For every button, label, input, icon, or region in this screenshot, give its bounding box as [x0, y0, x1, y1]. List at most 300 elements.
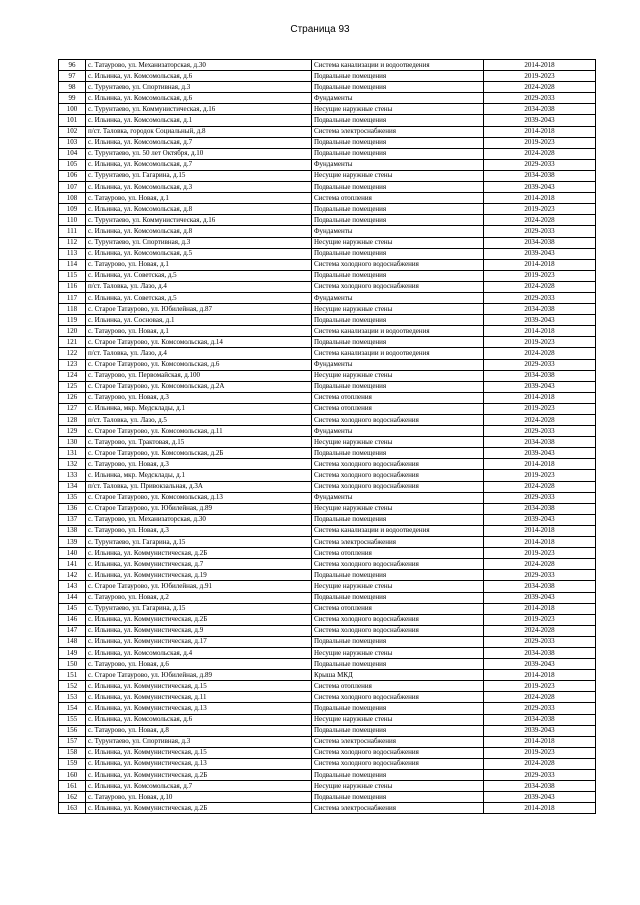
period-cell: 2034-2038 [484, 647, 596, 658]
address-cell: с. Ильинка, ул. Комсомольская, д.1 [86, 115, 312, 126]
period-cell: 2019-2023 [484, 270, 596, 281]
table-row [59, 459, 596, 470]
address-cell: с. Турунтаево, ул. 50 лет Октября, д.10 [86, 148, 312, 159]
work-type-cell: Система отопления [312, 548, 484, 559]
work-type-cell: Система холодного водоснабжения [312, 415, 484, 426]
table-row [59, 370, 596, 381]
table-row [59, 193, 596, 204]
row-number-cell: 126 [59, 392, 86, 403]
period-cell: 2034-2038 [484, 370, 596, 381]
period-cell: 2039-2043 [484, 725, 596, 736]
work-type-cell: Подвальные помещения [312, 636, 484, 647]
period-cell: 2034-2038 [484, 170, 596, 181]
address-cell: с. Старое Татаурово, ул. Юбилейная, д.89 [86, 503, 312, 514]
table-row [59, 60, 596, 71]
work-type-cell: Крыша МКД [312, 670, 484, 681]
row-number-cell: 131 [59, 448, 86, 459]
address-cell: с. Ильинка, ул. Комсомольская, д.6 [86, 714, 312, 725]
address-cell: с. Татаурово, ул. Новая, д.1 [86, 193, 312, 204]
work-type-cell: Фундаменты [312, 426, 484, 437]
period-cell: 2029-2033 [484, 492, 596, 503]
table-row [59, 481, 596, 492]
row-number-cell: 153 [59, 692, 86, 703]
period-cell: 2029-2033 [484, 770, 596, 781]
period-cell: 2029-2033 [484, 636, 596, 647]
row-number-cell: 101 [59, 115, 86, 126]
address-cell: с. Старое Татаурово, ул. Юбилейная, д.91 [86, 581, 312, 592]
table-row [59, 292, 596, 303]
row-number-cell: 129 [59, 426, 86, 437]
table-row [59, 359, 596, 370]
work-type-cell: Подвальные помещения [312, 792, 484, 803]
table-row [59, 792, 596, 803]
period-cell: 2019-2023 [484, 614, 596, 625]
period-cell: 2034-2038 [484, 714, 596, 725]
period-cell: 2039-2043 [484, 248, 596, 259]
row-number-cell: 128 [59, 415, 86, 426]
period-cell: 2039-2043 [484, 315, 596, 326]
address-cell: с. Ильинка, ул. Коммунистическая, д.2Б [86, 614, 312, 625]
table-row [59, 170, 596, 181]
table-row [59, 126, 596, 137]
period-cell: 2014-2018 [484, 459, 596, 470]
row-number-cell: 132 [59, 459, 86, 470]
row-number-cell: 149 [59, 647, 86, 658]
table-row [59, 337, 596, 348]
table-row [59, 215, 596, 226]
period-cell: 2019-2023 [484, 337, 596, 348]
work-type-cell: Система канализации и водоотведения [312, 525, 484, 536]
period-cell: 2024-2028 [484, 348, 596, 359]
table-row [59, 392, 596, 403]
work-type-cell: Подвальные помещения [312, 337, 484, 348]
address-cell: с. Ильинка, ул. Советская, д.5 [86, 270, 312, 281]
table-row [59, 514, 596, 525]
row-number-cell: 110 [59, 215, 86, 226]
period-cell: 2034-2038 [484, 237, 596, 248]
row-number-cell: 104 [59, 148, 86, 159]
work-type-cell: Система холодного водоснабжения [312, 625, 484, 636]
work-type-cell: Система холодного водоснабжения [312, 692, 484, 703]
row-number-cell: 109 [59, 204, 86, 215]
row-number-cell: 112 [59, 237, 86, 248]
row-number-cell: 119 [59, 315, 86, 326]
row-number-cell: 137 [59, 514, 86, 525]
row-number-cell: 135 [59, 492, 86, 503]
row-number-cell: 147 [59, 625, 86, 636]
address-cell: с. Татаурово, ул. Новая, д.8 [86, 725, 312, 736]
work-type-cell: Несущие наружные стены [312, 437, 484, 448]
address-cell: с. Ильинка, ул. Комсомольская, д.7 [86, 159, 312, 170]
period-cell: 2019-2023 [484, 137, 596, 148]
address-cell: с. Татаурово, ул. Новая, д.1 [86, 326, 312, 337]
repair-schedule-table [58, 59, 596, 814]
row-number-cell: 159 [59, 758, 86, 769]
period-cell: 2014-2018 [484, 326, 596, 337]
address-cell: с. Ильинка, ул. Комсомольская, д.8 [86, 226, 312, 237]
address-cell: с. Ильинка, ул. Коммунистическая, д.19 [86, 570, 312, 581]
table-row [59, 736, 596, 747]
period-cell: 2019-2023 [484, 403, 596, 414]
period-cell: 2014-2018 [484, 392, 596, 403]
work-type-cell: Подвальные помещения [312, 315, 484, 326]
address-cell: п/ст. Таловка, ул. Привокзальная, д.3А [86, 481, 312, 492]
table-row [59, 537, 596, 548]
work-type-cell: Фундаменты [312, 359, 484, 370]
work-type-cell: Система холодного водоснабжения [312, 459, 484, 470]
address-cell: с. Татаурово, ул. Новая, д.1 [86, 259, 312, 270]
address-cell: с. Ильинка, мкр. Медсклады, д.1 [86, 470, 312, 481]
row-number-cell: 111 [59, 226, 86, 237]
period-cell: 2019-2023 [484, 747, 596, 758]
address-cell: с. Ильинка, ул. Комсомольская, д.8 [86, 204, 312, 215]
address-cell: с. Татаурово, ул. Новая, д.6 [86, 659, 312, 670]
table-row [59, 426, 596, 437]
table-row [59, 714, 596, 725]
address-cell: с. Старое Татаурово, ул. Юбилейная, д.89 [86, 670, 312, 681]
period-cell: 2039-2043 [484, 448, 596, 459]
period-cell: 2034-2038 [484, 437, 596, 448]
address-cell: с. Турунтаево, ул. Спортивная, д.3 [86, 736, 312, 747]
address-cell: с. Ильинка, ул. Коммунистическая, д.2Б [86, 770, 312, 781]
period-cell: 2029-2033 [484, 292, 596, 303]
work-type-cell: Подвальные помещения [312, 71, 484, 82]
work-type-cell: Фундаменты [312, 226, 484, 237]
work-type-cell: Система электроснабжения [312, 736, 484, 747]
period-cell: 2024-2028 [484, 625, 596, 636]
period-cell: 2029-2033 [484, 703, 596, 714]
period-cell: 2014-2018 [484, 525, 596, 536]
period-cell: 2029-2033 [484, 159, 596, 170]
work-type-cell: Подвальные помещения [312, 592, 484, 603]
work-type-cell: Несущие наружные стены [312, 503, 484, 514]
period-cell: 2024-2028 [484, 559, 596, 570]
address-cell: с. Старое Татаурово, ул. Юбилейная, д.87 [86, 304, 312, 315]
table-row [59, 315, 596, 326]
period-cell: 2024-2028 [484, 82, 596, 93]
work-type-cell: Подвальные помещения [312, 659, 484, 670]
period-cell: 2014-2018 [484, 60, 596, 71]
address-cell: с. Татаурово, ул. Новая, д.3 [86, 459, 312, 470]
table-row [59, 770, 596, 781]
work-type-cell: Система отопления [312, 681, 484, 692]
table-row [59, 237, 596, 248]
work-type-cell: Подвальные помещения [312, 570, 484, 581]
table-row [59, 270, 596, 281]
work-type-cell: Несущие наружные стены [312, 370, 484, 381]
work-type-cell: Подвальные помещения [312, 270, 484, 281]
row-number-cell: 99 [59, 93, 86, 104]
table-row [59, 747, 596, 758]
table-row [59, 437, 596, 448]
period-cell: 2039-2043 [484, 182, 596, 193]
table-row [59, 104, 596, 115]
table-row [59, 304, 596, 315]
address-cell: с. Ильинка, ул. Комсомольская, д.5 [86, 248, 312, 259]
address-cell: с. Ильинка, ул. Коммунистическая, д.15 [86, 747, 312, 758]
address-cell: с. Ильинка, ул. Коммунистическая, д.17 [86, 636, 312, 647]
work-type-cell: Система отопления [312, 403, 484, 414]
page-number-label: Страница 93 [290, 24, 350, 35]
address-cell: с. Старое Татаурово, ул. Комсомольская, д.13 [86, 492, 312, 503]
table-row [59, 137, 596, 148]
address-cell: с. Ильинка, ул. Коммунистическая, д.15 [86, 681, 312, 692]
row-number-cell: 157 [59, 736, 86, 747]
period-cell: 2014-2018 [484, 193, 596, 204]
table-row [59, 681, 596, 692]
work-type-cell: Несущие наружные стены [312, 714, 484, 725]
period-cell: 2014-2018 [484, 537, 596, 548]
address-cell: с. Ильинка, ул. Комсомольская, д.4 [86, 647, 312, 658]
row-number-cell: 162 [59, 792, 86, 803]
table-row [59, 559, 596, 570]
table-row [59, 503, 596, 514]
work-type-cell: Несущие наружные стены [312, 581, 484, 592]
table-row [59, 226, 596, 237]
period-cell: 2039-2043 [484, 514, 596, 525]
work-type-cell: Система электроснабжения [312, 803, 484, 814]
row-number-cell: 125 [59, 381, 86, 392]
row-number-cell: 107 [59, 182, 86, 193]
address-cell: с. Татаурово, ул. Новая, д.3 [86, 525, 312, 536]
period-cell: 2024-2028 [484, 148, 596, 159]
period-cell: 2014-2018 [484, 670, 596, 681]
address-cell: с. Ильинка, ул. Комсомольская, д.7 [86, 137, 312, 148]
table-row [59, 182, 596, 193]
address-cell: с. Татаурово, ул. Механизаторская, д.30 [86, 514, 312, 525]
table-row [59, 703, 596, 714]
address-cell: с. Ильинка, ул. Комсомольская, д.6 [86, 71, 312, 82]
address-cell: с. Турунтаево, ул. Гагарина, д.15 [86, 537, 312, 548]
row-number-cell: 141 [59, 559, 86, 570]
table-row [59, 492, 596, 503]
address-cell: с. Ильинка, ул. Комсомольская, д.7 [86, 781, 312, 792]
period-cell: 2029-2033 [484, 93, 596, 104]
period-cell: 2019-2023 [484, 470, 596, 481]
address-cell: с. Ильинка, ул. Коммунистическая, д.7 [86, 559, 312, 570]
table-row [59, 592, 596, 603]
table-row [59, 659, 596, 670]
address-cell: с. Ильинка, ул. Коммунистическая, д.11 [86, 692, 312, 703]
row-number-cell: 133 [59, 470, 86, 481]
work-type-cell: Подвальные помещения [312, 514, 484, 525]
period-cell: 2019-2023 [484, 204, 596, 215]
work-type-cell: Система холодного водоснабжения [312, 470, 484, 481]
work-type-cell: Система электроснабжения [312, 537, 484, 548]
row-number-cell: 160 [59, 770, 86, 781]
row-number-cell: 143 [59, 581, 86, 592]
address-cell: с. Татаурово, ул. Новая, д.2 [86, 592, 312, 603]
period-cell: 2024-2028 [484, 281, 596, 292]
row-number-cell: 116 [59, 281, 86, 292]
work-type-cell: Система отопления [312, 193, 484, 204]
period-cell: 2029-2033 [484, 226, 596, 237]
row-number-cell: 145 [59, 603, 86, 614]
work-type-cell: Система отопления [312, 603, 484, 614]
work-type-cell: Подвальные помещения [312, 703, 484, 714]
address-cell: с. Ильинка, ул. Комсомольская, д.3 [86, 182, 312, 193]
period-cell: 2029-2033 [484, 426, 596, 437]
period-cell: 2019-2023 [484, 681, 596, 692]
row-number-cell: 96 [59, 60, 86, 71]
address-cell: п/ст. Таловка, городок Социальный, д.8 [86, 126, 312, 137]
work-type-cell: Несущие наружные стены [312, 781, 484, 792]
period-cell: 2039-2043 [484, 792, 596, 803]
period-cell: 2039-2043 [484, 381, 596, 392]
address-cell: с. Ильинка, ул. Коммунистическая, д.9 [86, 625, 312, 636]
address-cell: с. Ильинка, мкр. Медсклады, д.1 [86, 403, 312, 414]
row-number-cell: 103 [59, 137, 86, 148]
address-cell: с. Старое Татаурово, ул. Комсомольская, д.11 [86, 426, 312, 437]
work-type-cell: Подвальные помещения [312, 381, 484, 392]
period-cell: 2019-2023 [484, 548, 596, 559]
table-row [59, 82, 596, 93]
period-cell: 2024-2028 [484, 481, 596, 492]
work-type-cell: Подвальные помещения [312, 248, 484, 259]
address-cell: с. Ильинка, ул. Коммунистическая, д.13 [86, 703, 312, 714]
period-cell: 2024-2028 [484, 692, 596, 703]
work-type-cell: Подвальные помещения [312, 137, 484, 148]
work-type-cell: Система канализации и водоотведения [312, 348, 484, 359]
address-cell: с. Ильинка, ул. Комсомольская, д.6 [86, 93, 312, 104]
row-number-cell: 117 [59, 292, 86, 303]
work-type-cell: Подвальные помещения [312, 448, 484, 459]
period-cell: 2024-2028 [484, 215, 596, 226]
table-row [59, 204, 596, 215]
table-row [59, 248, 596, 259]
period-cell: 2014-2018 [484, 803, 596, 814]
table-row [59, 803, 596, 814]
work-type-cell: Фундаменты [312, 292, 484, 303]
work-type-cell: Несущие наружные стены [312, 104, 484, 115]
address-cell: с. Татаурово, ул. Новая, д.10 [86, 792, 312, 803]
address-cell: с. Турунтаево, ул. Гагарина, д.15 [86, 170, 312, 181]
row-number-cell: 151 [59, 670, 86, 681]
row-number-cell: 138 [59, 525, 86, 536]
row-number-cell: 98 [59, 82, 86, 93]
period-cell: 2034-2038 [484, 781, 596, 792]
address-cell: с. Татаурово, ул. Механизаторская, д.30 [86, 60, 312, 71]
row-number-cell: 154 [59, 703, 86, 714]
work-type-cell: Подвальные помещения [312, 115, 484, 126]
work-type-cell: Несущие наружные стены [312, 647, 484, 658]
table-row [59, 670, 596, 681]
work-type-cell: Фундаменты [312, 492, 484, 503]
row-number-cell: 108 [59, 193, 86, 204]
row-number-cell: 140 [59, 548, 86, 559]
table-row [59, 93, 596, 104]
period-cell: 2034-2038 [484, 104, 596, 115]
period-cell: 2024-2028 [484, 415, 596, 426]
work-type-cell: Несущие наружные стены [312, 304, 484, 315]
table-row [59, 525, 596, 536]
address-cell: с. Татаурово, ул. Первомайская, д.100 [86, 370, 312, 381]
address-cell: с. Турунтаево, ул. Гагарина, д.15 [86, 603, 312, 614]
table-row [59, 614, 596, 625]
table-row [59, 326, 596, 337]
period-cell: 2019-2023 [484, 71, 596, 82]
period-cell: 2039-2043 [484, 659, 596, 670]
address-cell: с. Турунтаево, ул. Спортивная, д.3 [86, 82, 312, 93]
table-row [59, 781, 596, 792]
address-cell: с. Ильинка, ул. Советская, д.5 [86, 292, 312, 303]
work-type-cell: Подвальные помещения [312, 215, 484, 226]
address-cell: с. Старое Татаурово, ул. Комсомольская, д.2Б [86, 448, 312, 459]
table-row [59, 636, 596, 647]
row-number-cell: 136 [59, 503, 86, 514]
period-cell: 2029-2033 [484, 570, 596, 581]
row-number-cell: 106 [59, 170, 86, 181]
work-type-cell: Система холодного водоснабжения [312, 281, 484, 292]
row-number-cell: 105 [59, 159, 86, 170]
row-number-cell: 134 [59, 481, 86, 492]
address-cell: с. Старое Татаурово, ул. Комсомольская, д.14 [86, 337, 312, 348]
work-type-cell: Система холодного водоснабжения [312, 559, 484, 570]
work-type-cell: Система холодного водоснабжения [312, 259, 484, 270]
row-number-cell: 118 [59, 304, 86, 315]
table-row [59, 381, 596, 392]
address-cell: с. Ильинка, ул. Коммунистическая, д.2Б [86, 548, 312, 559]
address-cell: с. Турунтаево, ул. Коммунистическая, д.16 [86, 104, 312, 115]
address-cell: п/ст. Таловка, ул. Лазо, д.4 [86, 281, 312, 292]
row-number-cell: 113 [59, 248, 86, 259]
work-type-cell: Система канализации и водоотведения [312, 60, 484, 71]
address-cell: с. Старое Татаурово, ул. Комсомольская, д.2А [86, 381, 312, 392]
work-type-cell: Система канализации и водоотведения [312, 326, 484, 337]
row-number-cell: 123 [59, 359, 86, 370]
work-type-cell: Несущие наружные стены [312, 170, 484, 181]
table-row [59, 470, 596, 481]
row-number-cell: 122 [59, 348, 86, 359]
table-row [59, 758, 596, 769]
row-number-cell: 152 [59, 681, 86, 692]
row-number-cell: 97 [59, 71, 86, 82]
table-row [59, 603, 596, 614]
address-cell: п/ст. Таловка, ул. Лазо, д.4 [86, 348, 312, 359]
work-type-cell: Подвальные помещения [312, 204, 484, 215]
address-cell: с. Старое Татаурово, ул. Комсомольская, д.6 [86, 359, 312, 370]
period-cell: 2014-2018 [484, 126, 596, 137]
table-row [59, 159, 596, 170]
period-cell: 2029-2033 [484, 359, 596, 370]
work-type-cell: Подвальные помещения [312, 182, 484, 193]
row-number-cell: 142 [59, 570, 86, 581]
row-number-cell: 121 [59, 337, 86, 348]
table-row [59, 692, 596, 703]
period-cell: 2014-2018 [484, 736, 596, 747]
work-type-cell: Система холодного водоснабжения [312, 614, 484, 625]
address-cell: п/ст. Таловка, ул. Лазо, д.5 [86, 415, 312, 426]
row-number-cell: 156 [59, 725, 86, 736]
address-cell: с. Татаурово, ул. Новая, д.3 [86, 392, 312, 403]
row-number-cell: 150 [59, 659, 86, 670]
period-cell: 2034-2038 [484, 304, 596, 315]
row-number-cell: 158 [59, 747, 86, 758]
row-number-cell: 163 [59, 803, 86, 814]
work-type-cell: Подвальные помещения [312, 770, 484, 781]
address-cell: с. Турунтаево, ул. Коммунистическая, д.16 [86, 215, 312, 226]
table-row [59, 570, 596, 581]
work-type-cell: Подвальные помещения [312, 82, 484, 93]
work-type-cell: Система холодного водоснабжения [312, 758, 484, 769]
table-row [59, 71, 596, 82]
row-number-cell: 124 [59, 370, 86, 381]
table-row [59, 115, 596, 126]
row-number-cell: 139 [59, 537, 86, 548]
table-row [59, 647, 596, 658]
table-row [59, 259, 596, 270]
address-cell: с. Ильинка, ул. Коммунистическая, д.2Б [86, 803, 312, 814]
